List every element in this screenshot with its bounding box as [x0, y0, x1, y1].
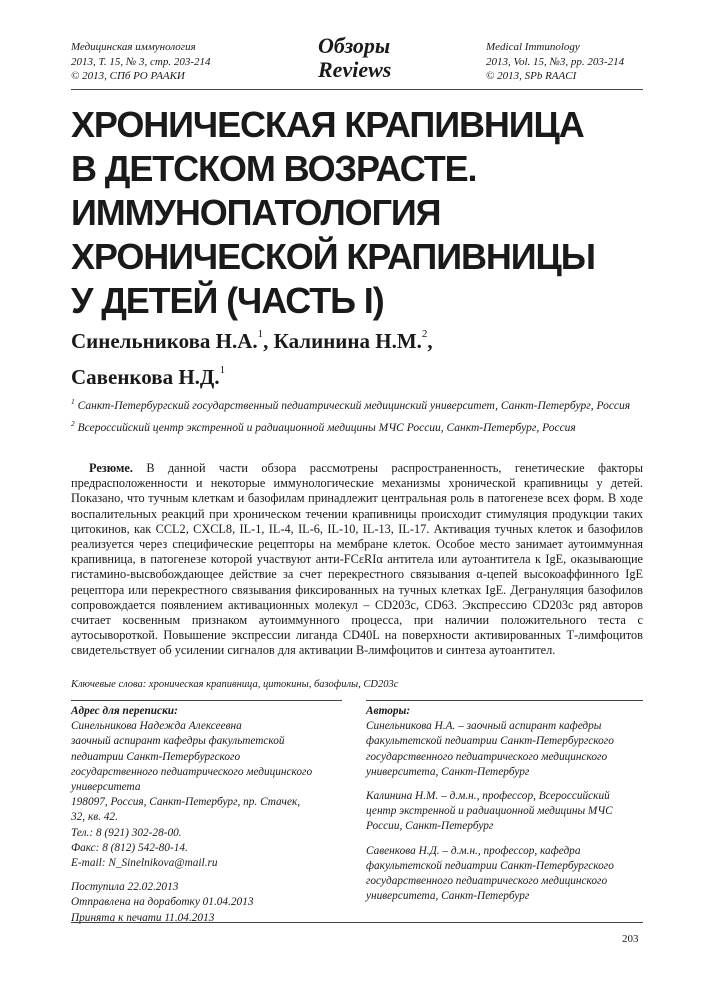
affiliation-item: [71, 416, 643, 436]
authors-info-label: Авторы:: [366, 705, 411, 717]
correspondence-line: Тел.: 8 (921) 302-28-00.: [71, 826, 182, 839]
correspondence-line: заочный аспирант кафедры факультетской: [71, 735, 285, 748]
keywords: Ключевые слова: хроническая крапивница, цитокины, базофилы, CD203c: [71, 679, 399, 690]
author-info-line: университета, Санкт-Петербург: [366, 765, 530, 778]
article-title: [71, 103, 651, 323]
journal-copyright-ru: © 2013, СПб РО РААКИ: [71, 70, 185, 82]
journal-header-right: [486, 40, 686, 84]
author-name: Синельникова Н.А.: [71, 329, 258, 353]
affiliation-number: 2: [71, 418, 75, 428]
header-divider: [71, 89, 643, 90]
author-affil-ref: 1: [257, 328, 264, 340]
title-line: В ДЕТСКОМ ВОЗРАСТЕ.: [71, 148, 477, 189]
author-name: Калинина Н.М.: [273, 329, 422, 353]
title-line: ИММУНОПАТОЛОГИЯ: [71, 192, 441, 233]
footer-divider: [71, 922, 643, 923]
journal-issue-en: 2013, Vol. 15, №3, pp. 203-214: [486, 55, 625, 68]
author-name: Савенкова Н.Д.: [71, 365, 220, 389]
affiliation-item: [71, 394, 643, 414]
author-info-line: государственного педиатрического медицинского: [366, 875, 608, 888]
author-info-entry: [366, 844, 643, 905]
authors-info-block: [366, 704, 643, 904]
author-info-entry: [366, 719, 643, 780]
abstract-label: Резюме.: [89, 461, 133, 475]
journal-copyright-en: © 2013, SPb RAACI: [486, 70, 577, 82]
section-label: [318, 34, 418, 82]
journal-issue-ru: 2013, Т. 15, № 3, стр. 203-214: [71, 55, 211, 68]
date-line: Поступила 22.02.2013: [71, 881, 179, 894]
correspondence-line: Синельникова Надежда Алексеевна: [71, 720, 242, 733]
journal-header-left: [71, 40, 311, 84]
abstract-text: В данной части обзора рассмотрены распространенность, генетические факторы предрасположенности и некоторые иммунологические механизмы хронической крапивницы у детей. Показано, что тучным клеткам и базофилам принадлежит центральная роль в патогенезе всех форм. В ходе воспалительных реакций при хроническом течении крапивницы происходит стимуляция продукции таких цитокинов, как CCL2, CXCL8, IL-1, IL-4, IL-6, IL-10, IL-13, IL-17. Активация тучных клеток и базофилов реализуется через специфические рецепторы на мембране клеток. Особое место занимает аутоиммунная крапивница, в патогенезе которой участвуют анти-FCεRIα антитела или аутоантитела к IgE, оказывающие гистамино-высвобождающее действие за счет перекрестного связывания α-цепей высокоаффинного IgE рецептора или перекрестного связывания фиксированных на тучных клетках IgE. Дегрануляция базофилов сопровождается появлением активационных молекул – CD203c, CD63. Экспрессию CD203c ряд авторов считает косвенным признаком аутоиммунного процесса, при наличии положительного теста с аутосывороткой. Повышение экспрессии лиганда CD40L на поверхности активированных Т-лимфоцитов свидетельствует об усилении сигналов для активации В-лимфоцитов и синтеза аутоантител.: [71, 461, 643, 658]
author-info-line: центр экстренной и радиационной медицины МЧС: [366, 805, 613, 818]
section-label-ru: Обзоры: [318, 33, 391, 58]
author-info-line: факультетской педиатрии Санкт-Петербургского: [366, 859, 614, 872]
correspondence-line: государственного педиатрического медицинского: [71, 765, 313, 778]
author-info-line: университета, Санкт-Петербург: [366, 890, 530, 903]
title-line: ХРОНИЧЕСКАЯ КРАПИВНИЦА: [71, 104, 584, 145]
affiliation-number: 1: [71, 397, 75, 406]
author-affil-ref: 1: [219, 364, 226, 376]
journal-name-en: Medical Immunology: [486, 41, 580, 53]
author-info-entry: [366, 789, 643, 835]
authors-top-rule: [366, 700, 643, 701]
correspondence-line: Факс: 8 (812) 542-80-14.: [71, 841, 188, 854]
affiliation-text: Санкт-Петербургский государственный педиатрический медицинский университет, Санкт-Петербург, Россия: [77, 399, 631, 412]
author-affil-ref: 2: [421, 328, 428, 340]
correspondence-top-rule: [71, 700, 342, 701]
journal-name-ru: Медицинская иммунология: [71, 41, 196, 53]
correspondence-line: 32, кв. 42.: [71, 811, 118, 824]
title-line: У ДЕТЕЙ (ЧАСТЬ I): [71, 280, 384, 321]
section-label-en: Reviews: [318, 57, 392, 82]
author-separator: ,: [263, 329, 269, 353]
author-info-line: Савенкова Н.Д. – д.м.н., профессор, кафедра: [366, 844, 581, 857]
correspondence-line: педиатрии Санкт-Петербургского: [71, 750, 241, 763]
correspondence-label: Адрес для переписки:: [71, 705, 178, 717]
affiliations: [71, 394, 643, 436]
page-number: 203: [622, 933, 639, 945]
author-info-line: России, Санкт-Петербург: [366, 820, 494, 833]
author-info-line: государственного педиатрического медицинского: [366, 750, 608, 763]
author-info-line: Синельникова Н.А. – заочный аспирант кафедры: [366, 720, 602, 733]
author-list: [71, 321, 651, 393]
author-separator: ,: [427, 329, 433, 353]
correspondence-line: университета: [71, 781, 141, 794]
email-link[interactable]: E-mail: N_Sinelnikova@mail.ru: [71, 857, 218, 870]
title-line: ХРОНИЧЕСКОЙ КРАПИВНИЦЫ: [71, 236, 595, 277]
author-info-line: факультетской педиатрии Санкт-Петербургского: [366, 735, 614, 748]
correspondence-block: [71, 704, 341, 926]
correspondence-line: 198097, Россия, Санкт-Петербург, пр. Стачек,: [71, 796, 301, 809]
abstract: [71, 461, 643, 659]
affiliation-text: Всероссийский центр экстренной и радиационной медицины МЧС России, Санкт-Петербург, Россия: [77, 421, 576, 434]
author-info-line: Калинина Н.М. – д.м.н., профессор, Всероссийский: [366, 790, 610, 803]
date-line: Отправлена на доработку 01.04.2013: [71, 896, 254, 909]
date-line: Принята к печати 11.04.2013: [71, 911, 215, 924]
